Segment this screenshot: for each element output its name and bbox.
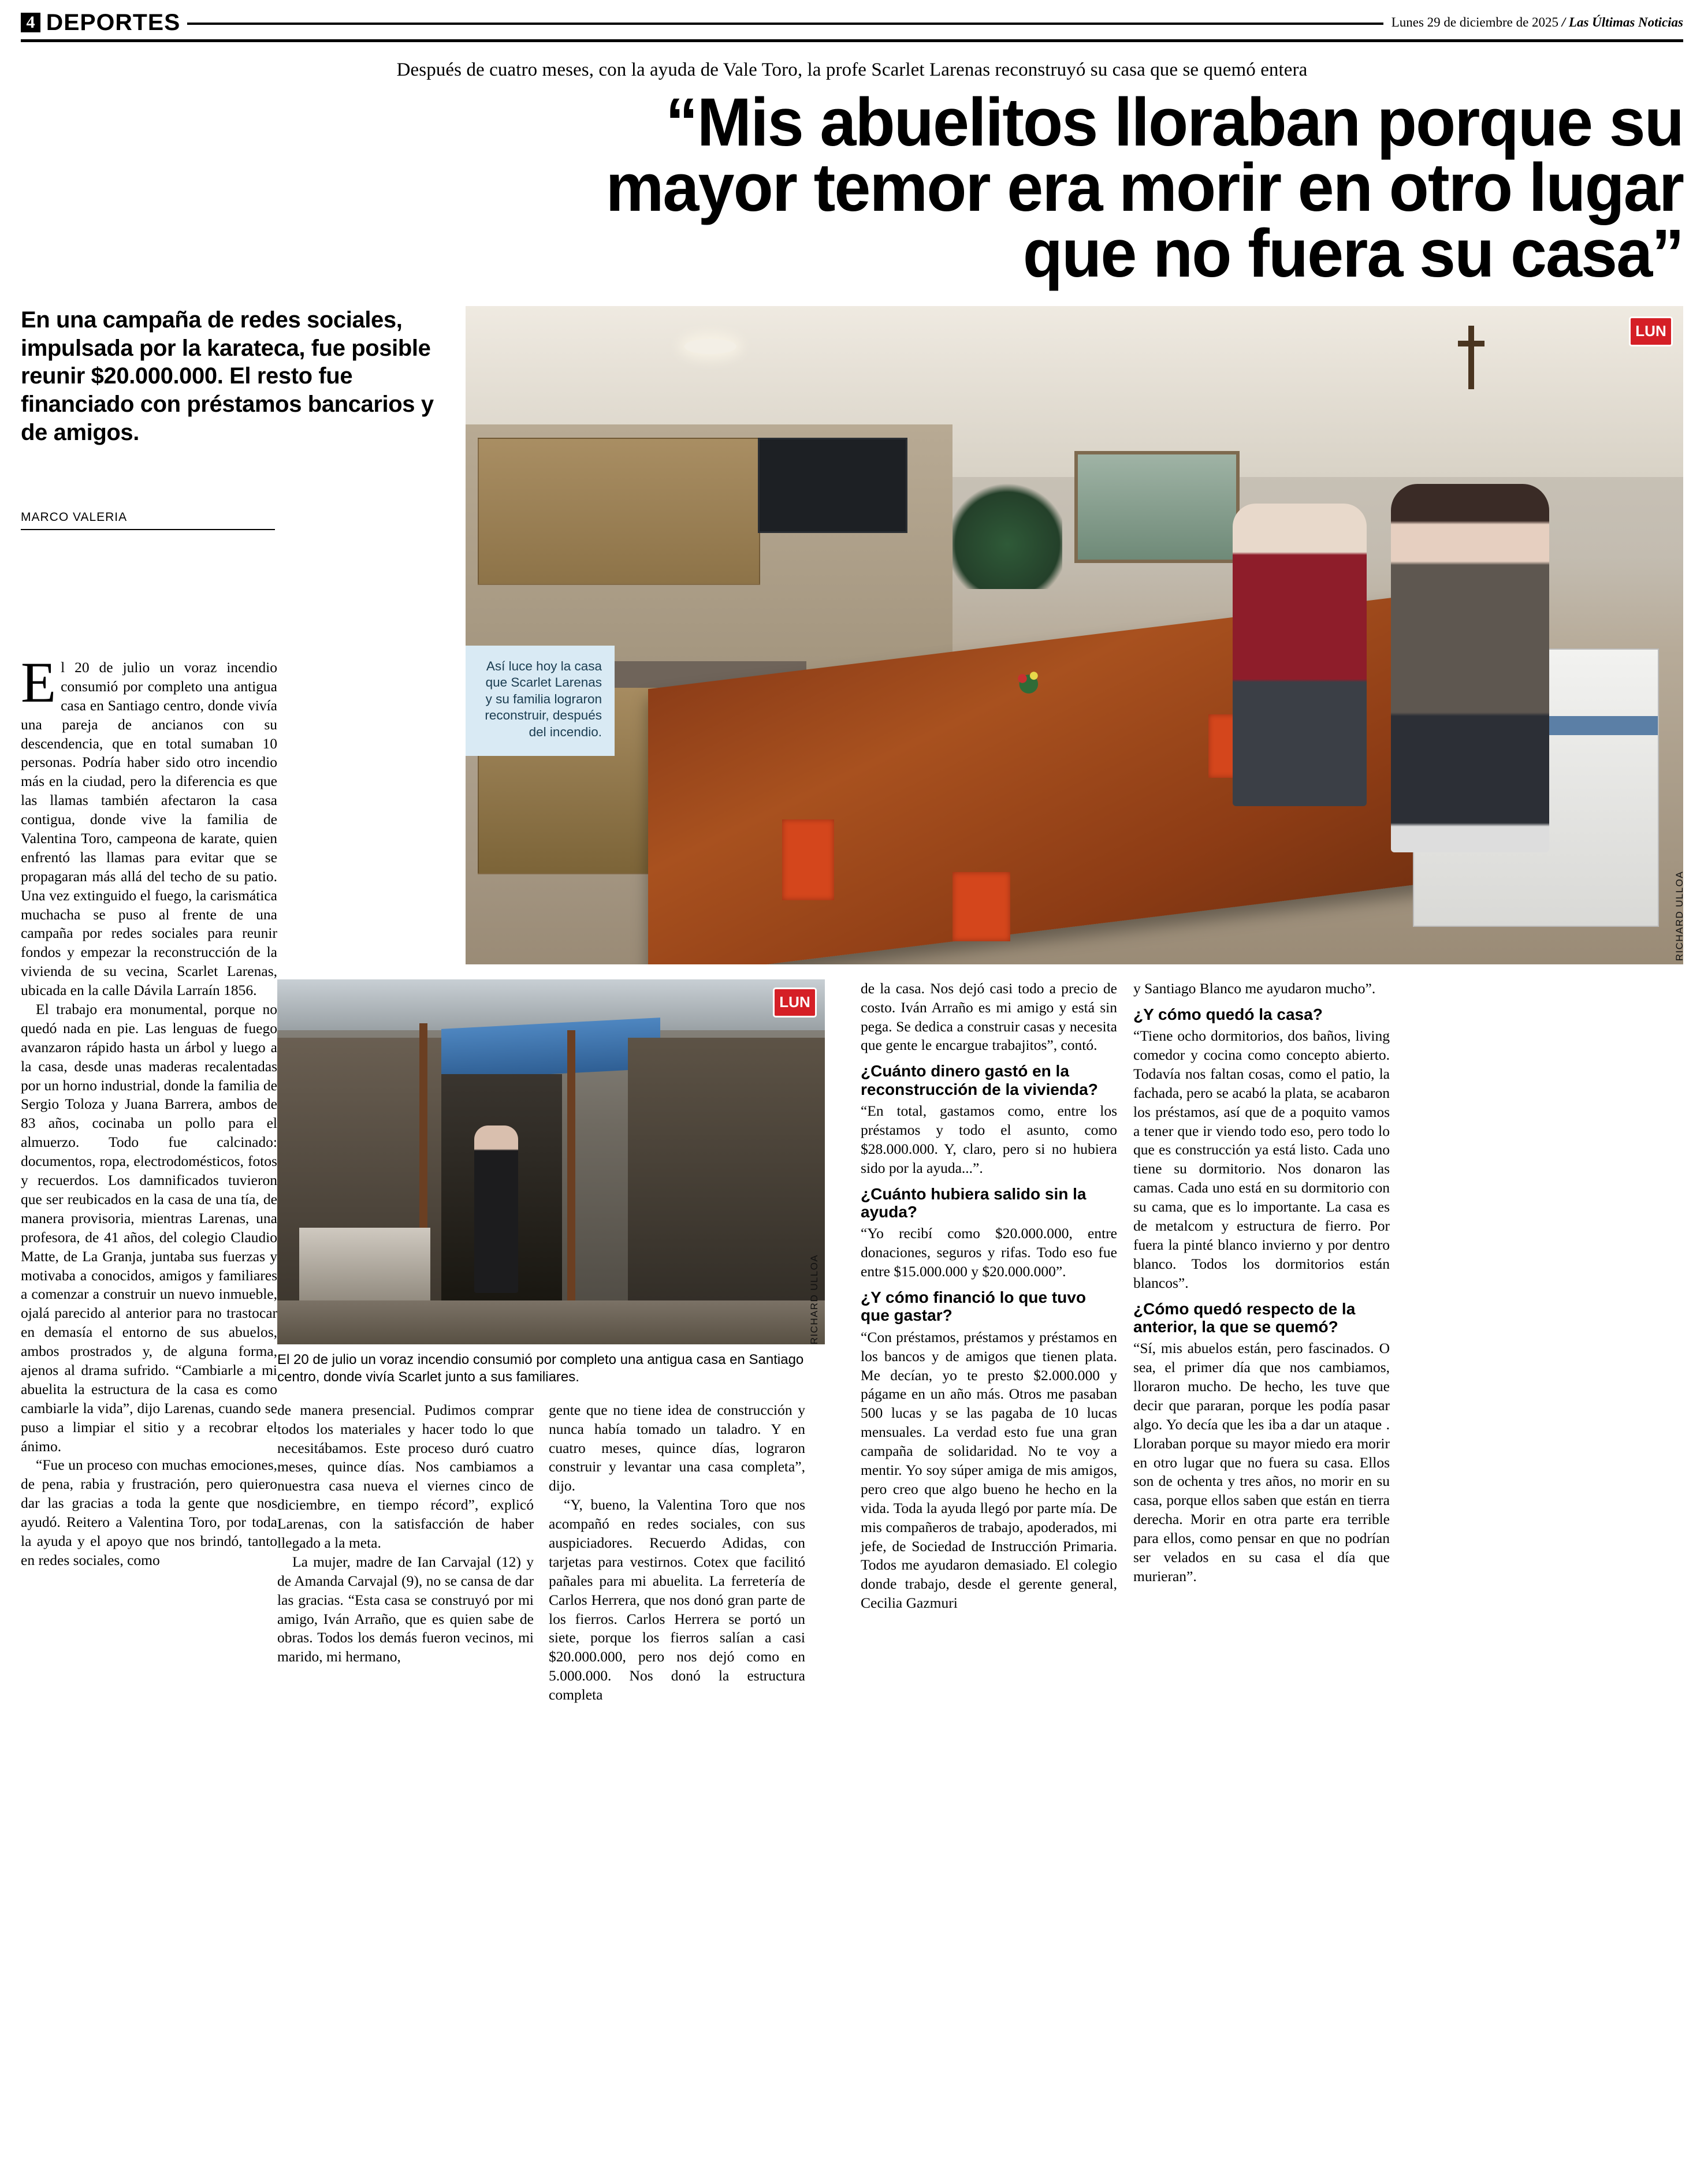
photo-ceiling-lamp: [684, 339, 736, 354]
body-paragraph: [21, 650, 277, 1000]
photo-wood-post: [567, 1030, 575, 1329]
interview-question: ¿Y cómo financió lo que tuvo que gastar?: [861, 1288, 1086, 1325]
date-text: Lunes 29 de diciembre de 2025: [1391, 15, 1559, 29]
main-photo-credit: RICHARD ULLOA: [1674, 870, 1685, 961]
body-paragraph: “Y, bueno, la Valentina Toro que nos acompañó en redes sociales, con sus auspiciadores. Recuerdo Adidas, con tarjetas para vestirnos. Cotex que facilitó pañales para mi abuelita. La ferretería de Carlos Herrera, que nos donó gran parte de los fierros. Carlos Herrera se portó un siete, porque los fierros salían a casi $20.000.000, pero nos dejó como en 5.000.000. Nos donó la estructura completa: [549, 1496, 805, 1704]
photo-window: [1074, 451, 1240, 563]
interview-question: ¿Cuánto hubiera salido sin la ayuda?: [861, 1184, 1087, 1221]
qa-columns: [861, 979, 1683, 1705]
main-photo: [466, 306, 1683, 964]
photo-crucifix: [1454, 326, 1489, 389]
lun-watermark-badge: LUN: [773, 987, 817, 1018]
headline-line-1: “Mis abuelitos lloraban porque su: [665, 84, 1683, 161]
body-paragraph: gente que no tiene idea de construcción y nunca había tomado un taladro. Y en cuatro meses, quince días, lograron construir y levantar una casa completa”, dijo.: [549, 1401, 805, 1494]
body-paragraph: y Santiago Blanco me ayudaron mucho”.: [1133, 979, 1376, 997]
body-columns-2-3: [277, 1401, 843, 1705]
section-title: DEPORTES: [46, 9, 181, 35]
answer-text: “Sí, mis abuelos están, pero fascinados. O sea, el primer día que nos cambiamos, lloraron mucho. De hecho, les tuve que decir que pararan, porque les podía pasar algo. Yo decía que les iba a dar un ataque . Lloraban porque su mayor miedo era morir en otro lugar que no fuera su casa. Ellos son de ochenta y tres años, no morir en su casa, porque ellos saben que están en tierra derecha. Morir en otra parte era terrible para ellos, como pensar en que no podrían ser velados en su casa el día que murieran”.: [1133, 1340, 1390, 1585]
interview-answer: [1133, 1339, 1390, 1586]
photo-rubble: [299, 1228, 431, 1308]
body-paragraph: de la casa. Nos dejó casi todo a precio de costo. Iván Arraño es mi amigo y está sin pega. Se dedica a construir casas y necesita que gente le encargue trabajitos”, contó.: [861, 979, 1117, 1054]
headline-line-3: que no fuera su casa”: [1022, 215, 1683, 292]
byline: MARCO VALERIA: [21, 510, 275, 530]
interview-question: ¿Cuánto dinero gastó en la reconstrucción de la vivienda?: [861, 1062, 1098, 1098]
article-body-column-1: [21, 650, 277, 1570]
photo-flower-centerpiece: [1002, 661, 1054, 696]
headline: [87, 84, 1683, 292]
body-paragraph-text: l 20 de julio un voraz incendio consumió por completo una antigua casa en Santiago centro, donde vivía una pareja de ancianos con su descendencia, que en total sumaban 10 personas. Podría haber sido otro incendio más en la ciudad, pero la diferencia es que las llamas también afectaron la casa contigua, donde vive la familia de Valentina Toro, campeona de karate, quien enfrentó las llamas para evitar que se propagaran más allá del techo de su patio. Una vez extinguido el fuego, la carismática muchacha se puso al frente de una campaña por redes sociales para reunir fondos y empezar la reconstrucción de la vivienda de su vecina, Scarlet Larenas, ubicada en la calle Dávila Larraín 1856.: [21, 659, 277, 999]
secondary-photo-caption: El 20 de julio un voraz incendio consumió por completo una antigua casa en Santiago centro, donde vivía Scarlet junto a sus familiares.: [277, 1351, 804, 1385]
photo-art-ruins: [277, 979, 825, 1344]
column4-intro: [861, 979, 1117, 1056]
photo-woman: [1391, 484, 1549, 852]
article-body-column-5: [1133, 979, 1390, 1705]
interview-answer: [861, 1102, 1117, 1178]
interview-answer: [861, 1328, 1117, 1613]
newspaper-page: [0, 6, 1704, 2184]
column5-continuation: [1133, 979, 1390, 998]
secondary-photo: [277, 979, 825, 1344]
main-photo-caption: Así luce hoy la casa que Scarlet Larenas y su familia lograron reconstruir, después del incendio.: [466, 646, 615, 756]
article-body-column-4: [861, 979, 1117, 1705]
main-photo-container: [466, 306, 1683, 964]
article-body-column-3: [549, 1401, 805, 1705]
photo-chair: [953, 872, 1010, 941]
photo-burnt-wall-right: [628, 1038, 825, 1330]
headline-line-2: mayor temor era morir en otro lugar: [605, 150, 1683, 226]
photo-christmas-tree: [953, 477, 1062, 589]
photo-standing-person: [474, 1125, 518, 1294]
photo-ground: [277, 1300, 825, 1344]
publication-name: / Las Últimas Noticias: [1561, 15, 1683, 29]
body-paragraph: La mujer, madre de Ian Carvajal (12) y de Amanda Carvajal (9), no se cansa de dar las gracias. “Esta casa se construyó por mi amigo, Iván Arraño, que es quien sabe de obras. Todos los demás fueron vecinos, mi marido, mi hermano,: [277, 1553, 534, 1665]
interview-answer: [861, 1224, 1117, 1281]
lun-watermark-badge: LUN: [1629, 316, 1673, 346]
drop-cap: E: [21, 650, 57, 714]
photo-television: [758, 438, 907, 534]
body-paragraph: El trabajo era monumental, porque no quedó nada en pie. Las lenguas de fuego avanzaron rápido hasta un árbol y luego a la casa, desde unas maderas recalentadas por un horno industrial, donde la familia de Sergio Toloza y Juana Barrera, ambos de 83 años, cocinaba un pollo para el almuerzo. Todo fue calcinado: documentos, ropa, electrodomésticos, fotos y recuerdos. Los damnificados tuvieron que ser reubicados en la casa de una tía, de manera provisoria, mientras Larenas, una profesora, de 41 años, del colegio Claudio Matte, de La Granja, juntaba sus fuerzas y motivaba a conocidos, amigos y familiares a comenzar a construir un nuevo inmueble, ojalá parecido al anterior para no trastocar en demasía el entorno de sus abuelos, ambos prostrados y, de alguna forma, ajenos al drama sufrido. “Cambiarle a mi abuelita la estructura de la casa es como cambiarle la vida”, dijo Larenas, cuando se puso a limpiar el sitio y a recobrar el ánimo.: [21, 1001, 277, 1455]
article-body-column-2: [277, 1401, 534, 1705]
lede-paragraph: En una campaña de redes sociales, impulsada por la karateca, fue posible reunir $20.000.000. El resto fue financiado con préstamos bancarios y de amigos.: [21, 307, 434, 445]
answer-text: “Tiene ocho dormitorios, dos baños, living comedor y cocina como concepto abierto. Todavía nos faltan cosas, como el patio, la fachada, pero se acabó la plata, se acabaron los préstamos, así que de a poquito vamos a tener que ir viendo todo eso, pero todo lo que es construcción ya está listo. Cada uno tiene su dormitorio. Nos donaron las camas. Cada uno está en su dormitorio con su cama, que es lo importante. La casa es de metalcom y estructura de fierro. Por fuera la pinté blanco invierno y por dentro blanco. Todos los dormitorios están blancos”.: [1133, 1027, 1390, 1291]
photo-art-kitchen: [466, 306, 1683, 964]
photo-elderly-man: [1233, 504, 1367, 806]
secondary-photo-column: [277, 979, 861, 1705]
interview-answer: [1133, 1027, 1390, 1292]
body-paragraph: de manera presencial. Pudimos comprar todos los materiales y hacer todo lo que necesitábamos. Este proceso duró cuatro meses, quince días. Nos cambiamos a nuestra casa nueva el viernes cinco de diciembre, en tiempo récord”, explicó Larenas, con la satisfacción de haber llegado a la meta.: [277, 1401, 534, 1552]
kicker: Después de cuatro meses, con la ayuda de Vale Toro, la profe Scarlet Larenas reconstruyó su casa que se quemó entera: [396, 59, 1308, 80]
answer-text: “En total, gastamos como, entre los préstamos y todo el asunto, como $28.000.000. Y, claro, pero si no hubiera sido por la ayuda...”.: [861, 1102, 1117, 1176]
interview-question: ¿Cómo quedó respecto de la anterior, la que se quemó?: [1133, 1299, 1356, 1336]
photo-chair: [782, 819, 834, 900]
secondary-photo-credit: RICHARD ULLOA: [809, 1254, 820, 1344]
interview-question: ¿Y cómo quedó la casa?: [1133, 1005, 1323, 1023]
photo-upper-cabinets: [478, 438, 760, 585]
body-paragraph: “Fue un proceso con muchas emociones, de pena, rabia y frustración, pero quiero dar las gracias a toda la gente que nos ayudó. Reitero a Valentina Toro, por toda la ayuda y el apoyo que nos brindó, tanto en redes sociales, como: [21, 1456, 277, 1568]
masthead-divider: [187, 23, 1383, 25]
masthead-dateline: [1392, 15, 1683, 30]
answer-text: “Yo recibí como $20.000.000, entre donaciones, seguros y rifas. Todo eso fue entre $15.000.000 y $20.000.000”.: [861, 1225, 1117, 1280]
page-number: 4: [21, 13, 40, 32]
masthead: [21, 6, 1683, 42]
answer-text: “Con préstamos, préstamos y préstamos en los bancos y de amigos que tienen plata. Me decían, yo te presto $2.000.000 y págame en un año más. Otros me pasaban 500 lucas y se las pagaba de 10 lucas mensuales. La verdad esto fue una gran campaña de solidaridad. No te voy a mentir. Yo soy súper amiga de mis amigos, pero creo que algo bueno he hecho en la vida. Toda la ayuda llegó por parte mía. De mis compañeros de trabajo, apoderados, mi jefe, de Sociedad de Instrucción Primaria. Todos me ayudaron demasiado. El colegio donde trabajo, desde el gerente general, Cecilia Gazmuri: [861, 1328, 1117, 1612]
